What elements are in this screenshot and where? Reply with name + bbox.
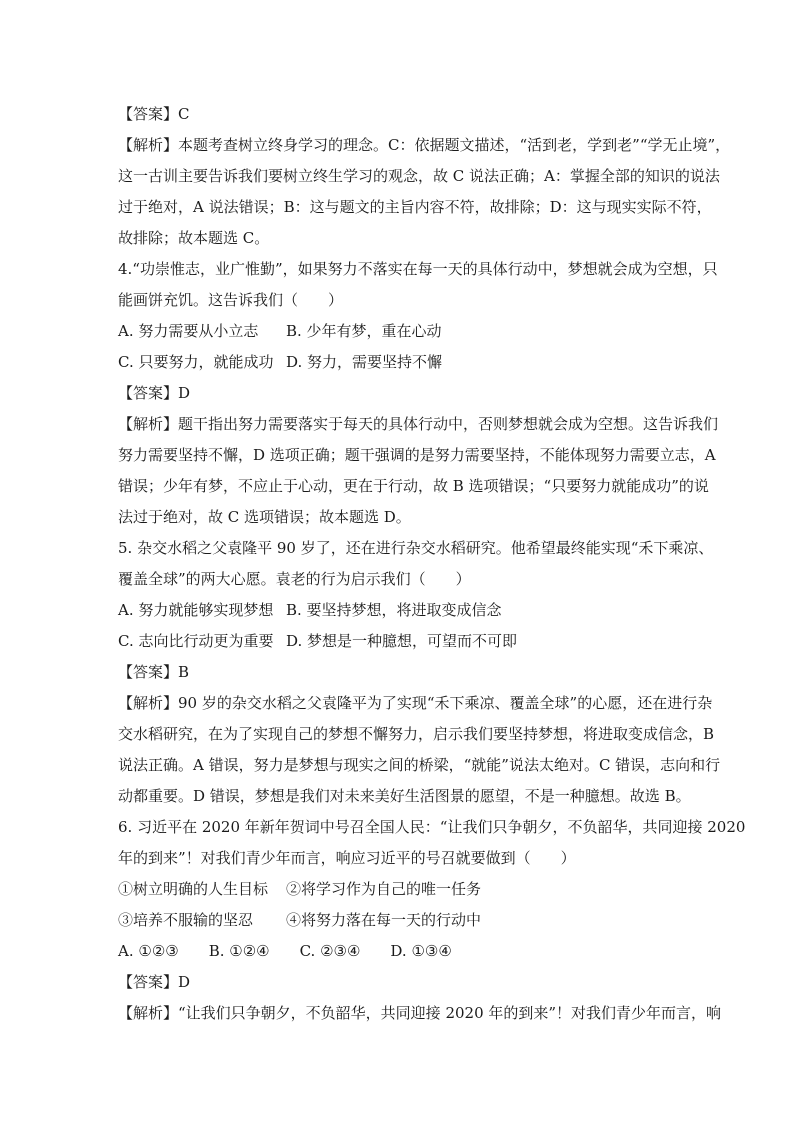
- explanation-line: 【解析】题干指出努力需要落实于每天的具体行动中，否则梦想就会成为空想。这告诉我们: [118, 415, 719, 433]
- explanation-line: 【解析】90 岁的杂交水稻之父袁隆平为了实现“禾下乘凉、覆盖全球”的心愿，还在进行杂: [118, 694, 713, 712]
- answer-line: 【答案】D: [118, 973, 191, 991]
- question-5-stem: 5. 杂交水稻之父袁隆平 90 岁了，还在进行杂交水稻研究。他希望最终能实现“禾下乘凉、: [118, 539, 714, 557]
- text-line: 过于绝对，A 说法错误；B：这与题文的主旨内容不符，故排除；D：这与现实实际不符，: [118, 198, 712, 216]
- text-line: 这一古训主要告诉我们要树立终生学习的观念，故 C 说法正确；A：掌握全部的知识的说法: [118, 167, 720, 185]
- option-c: C. 只要努力，就能成功: [118, 353, 274, 371]
- text-line: 法过于绝对，故 C 选项错误；故本题选 D。: [118, 508, 411, 526]
- option-b: B. 少年有梦，重在心动: [286, 322, 442, 340]
- option-d: D. 努力，需要坚持不懈: [286, 353, 443, 371]
- choice-options: A. ①②③ B. ①②④ C. ②③④ D. ①③④: [118, 942, 452, 960]
- statement-1: ①树立明确的人生目标: [118, 880, 269, 898]
- question-4-stem: 4.“功崇惟志，业广惟勤”，如果努力不落实在每一天的具体行动中，梦想就会成为空想，只: [118, 260, 718, 278]
- answer-line: 【答案】B: [118, 663, 190, 681]
- text-line: 努力需要坚持不懈，D 选项正确；题干强调的是努力需要坚持，不能体现努力需要立志，A: [118, 446, 716, 464]
- option-a: A. 努力需要从小立志: [118, 322, 259, 340]
- statement-3: ③培养不服输的坚忍: [118, 911, 254, 929]
- explanation-line: 【解析】“让我们只争朝夕，不负韶华，共同迎接 2020 年的到来”！对我们青少年而言，响: [118, 1004, 722, 1022]
- question-4-stem-cont: 能画饼充饥。这告诉我们（ ）: [118, 291, 344, 309]
- question-6-stem: 6. 习近平在 2020 年新年贺词中号召全国人民：“让我们只争朝夕，不负韶华，共同迎接 2020: [118, 818, 746, 836]
- option-c: C. 志向比行动更为重要: [118, 632, 274, 650]
- question-6-stem-cont: 年的到来”！对我们青少年而言，响应习近平的号召就要做到（ ）: [118, 849, 576, 867]
- text-line: 说法正确。A 错误，努力是梦想与现实之间的桥梁，“就能”说法太绝对。C 错误，志向和行: [118, 756, 721, 774]
- text-line: 故排除；故本题选 C。: [118, 229, 270, 247]
- answer-line: 【答案】C: [118, 105, 190, 123]
- text-line: 错误；少年有梦，不应止于心动，更在于行动，故 B 选项错误；“只要努力就能成功”的说: [118, 477, 709, 495]
- statement-2: ②将学习作为自己的唯一任务: [286, 880, 482, 898]
- answer-line: 【答案】D: [118, 384, 191, 402]
- option-d: D. 梦想是一种臆想，可望而不可即: [286, 632, 518, 650]
- option-a: A. 努力就能够实现梦想: [118, 601, 274, 619]
- text-line: 动都重要。D 错误，梦想是我们对未来美好生活图景的愿望，不是一种臆想。故选 B。: [118, 787, 691, 805]
- question-5-stem-cont: 覆盖全球”的两大心愿。袁老的行为启示我们（ ）: [118, 570, 471, 588]
- option-b: B. 要坚持梦想，将进取变成信念: [286, 601, 502, 619]
- text-line: 交水稻研究，在为了实现自己的梦想不懈努力，启示我们要坚持梦想，将进取变成信念，B: [118, 725, 715, 743]
- statement-4: ④将努力落在每一天的行动中: [286, 911, 482, 929]
- explanation-line: 【解析】本题考查树立终身学习的理念。C：依据题文描述，“活到老，学到老”“学无止境”，: [118, 136, 731, 154]
